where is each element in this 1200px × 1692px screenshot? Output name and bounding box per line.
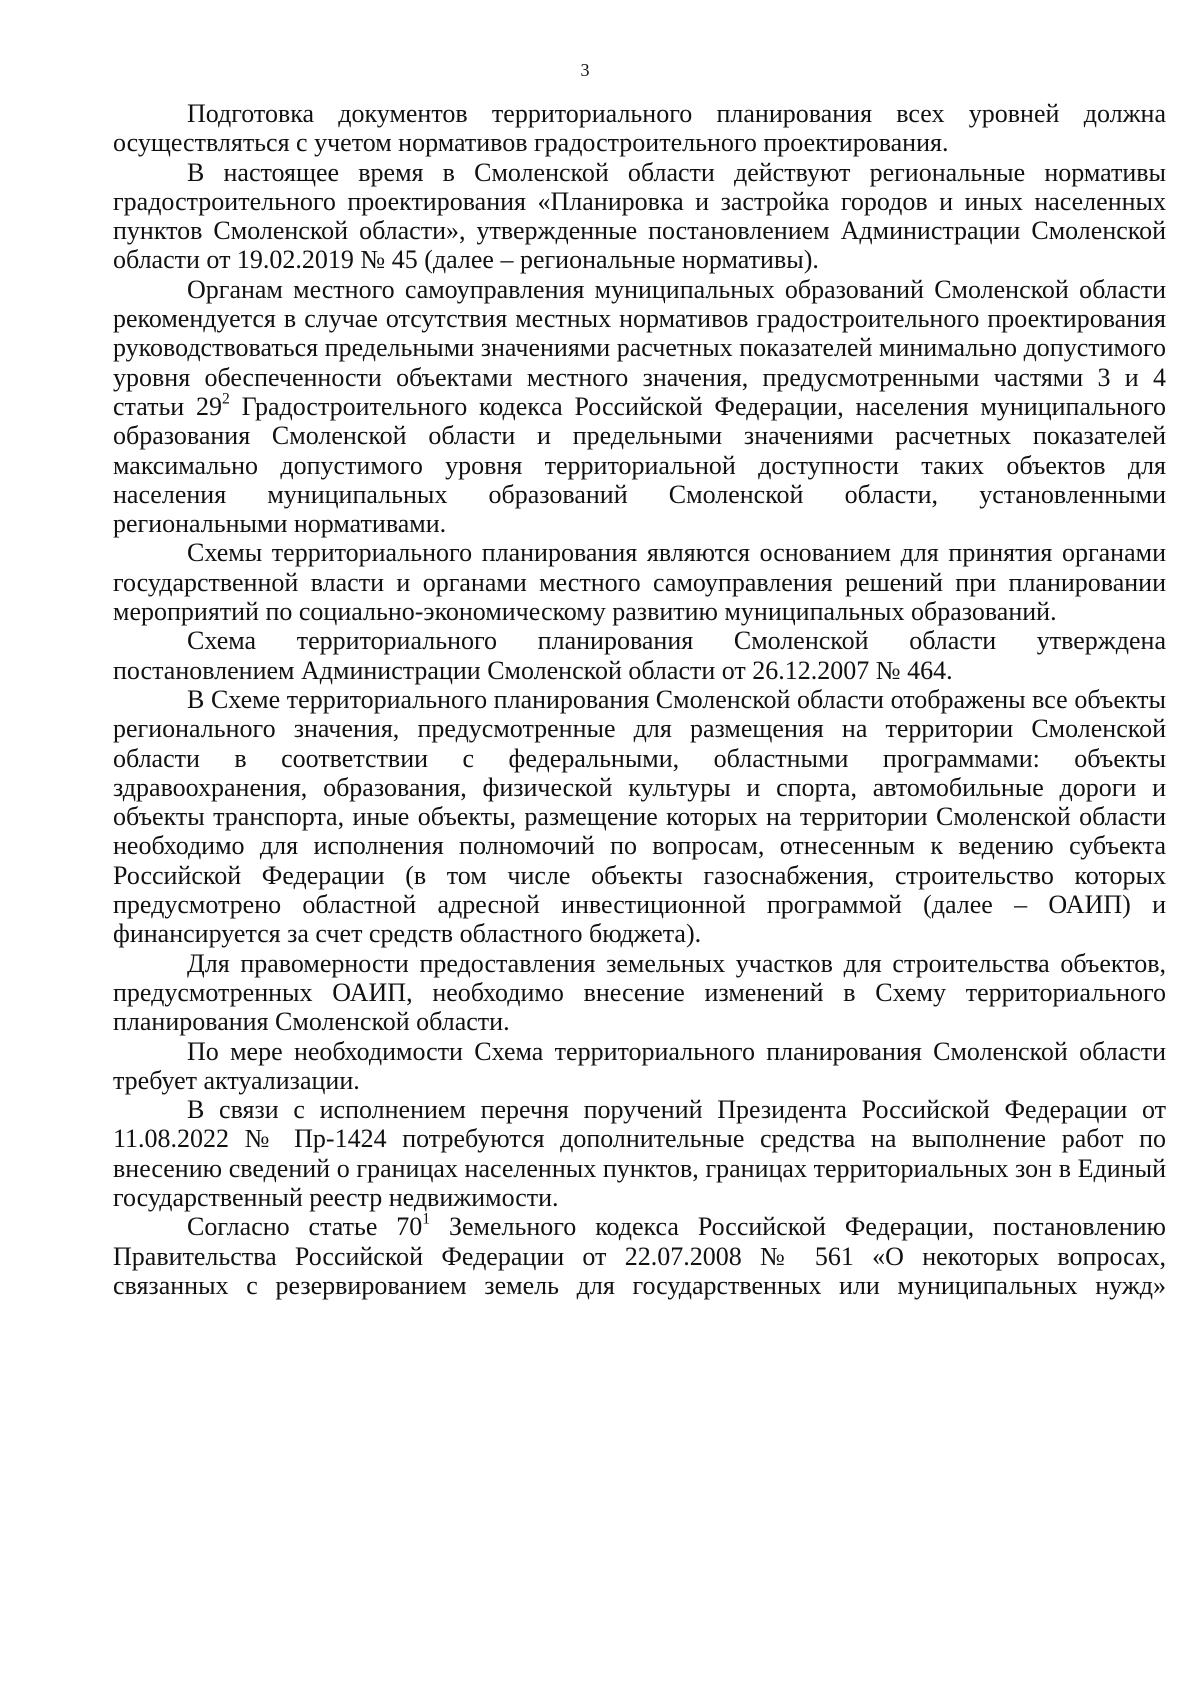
paragraph-3-text-start: Органам местного самоуправления муниципальных образований Смоленской области рекомендуется в случае отсутствия местных нормативов градостроительного проектирования руководствоваться предельными значениями расчетных показателей минимально допустимого уровня обеспеченности объектами местного значения, предусмотренными частями 3 и 4 статьи 29: [113, 274, 1166, 421]
document-body: [113, 99, 1166, 1300]
paragraph-5: Схема территориального планирования Смоленской области утверждена постановлением Администрации Смоленской области от 26.12.2007 № 464.: [113, 626, 1166, 685]
paragraph-3-text-end: Градостроительного кодекса Российской Федерации, населения муниципального образования Смоленской области и предельными значениями расчетных показателей максимально допустимого уровня территориальной доступности таких объектов для населения муниципальных образований Смоленской области, установленными региональными нормативами.: [113, 391, 1166, 539]
paragraph-10-text-end: Земельного кодекса Российской Федерации, постановлению Правительства Российской Федерации от 22.07.2008 № 561 «О некоторых вопросах, связанных с резервированием земель для государственных или муниципальных нужд»: [113, 1212, 1166, 1300]
paragraph-3: [113, 275, 1166, 539]
paragraph-4: Схемы территориального планирования являются основанием для принятия органами государственной власти и органами местного самоуправления решений при планировании мероприятий по социально-экономическому развитию муниципальных образований.: [113, 538, 1166, 627]
article-superscript: 1: [422, 1210, 431, 1228]
paragraph-10: [113, 1212, 1166, 1300]
paragraph-6: В Схеме территориального планирования Смоленской области отображены все объекты регионального значения, предусмотренные для размещения на территории Смоленской области в соответствии с федеральными, областными программами: объекты здравоохранения, образования, физической культуры и спорта, автомобильные дороги и объекты транспорта, иные объекты, размещение которых на территории Смоленской области необходимо для исполнения полномочий по вопросам, отнесенным к ведению субъекта Российской Федерации (в том числе объекты газоснабжения, строительство которых предусмотрено областной адресной инвестиционной программой (далее – ОАИП) и финансируется за счет средств областного бюджета).: [113, 684, 1166, 949]
paragraph-9: В связи с исполнением перечня поручений Президента Российской Федерации от 11.08.2022 № Пр-1424 потребуются дополнительные средства на выполнение работ по внесению сведений о границах населенных пунктов, границах территориальных зон в Единый государственный реестр недвижимости.: [113, 1095, 1166, 1212]
paragraph-8: По мере необходимости Схема территориального планирования Смоленской области требует актуализации.: [113, 1036, 1166, 1095]
paragraph-7: Для правомерности предоставления земельных участков для строительства объектов, предусмотренных ОАИП, необходимо внесение изменений в Схему территориального планирования Смоленской области.: [113, 948, 1166, 1037]
paragraph-10-text-start: Согласно статье 70: [187, 1212, 423, 1242]
article-superscript: 2: [222, 390, 230, 408]
paragraph-1: Подготовка документов территориального планирования всех уровней должна осуществляться с учетом нормативов градостроительного проектирования.: [113, 99, 1166, 158]
paragraph-2: В настоящее время в Смоленской области действуют региональные нормативы градостроительного проектирования «Планировка и застройка городов и иных населенных пунктов Смоленской области», утвержденные постановлением Администрации Смоленской области от 19.02.2019 № 45 (далее – региональные нормативы).: [113, 157, 1166, 275]
page-number: 3: [580, 60, 590, 80]
